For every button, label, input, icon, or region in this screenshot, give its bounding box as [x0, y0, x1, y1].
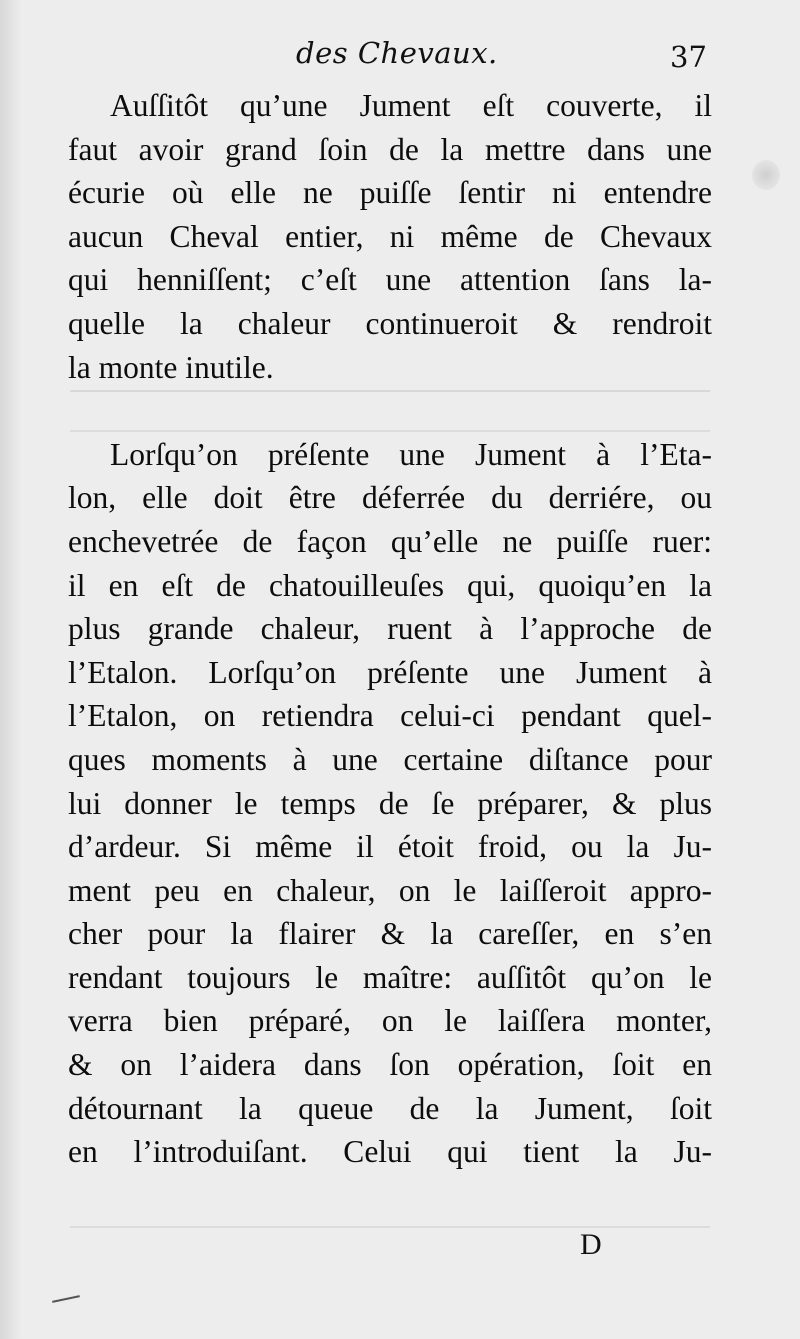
show-through-shadow: [70, 1226, 710, 1248]
text-line: & on l’aidera dans ſon opération, ſoit en: [68, 1047, 712, 1083]
text-line: plus grande chaleur, ruent à l’approche de: [68, 611, 712, 647]
text-line: d’ardeur. Si même il étoit froid, ou la Ju-: [68, 829, 712, 865]
text-line: enchevetrée de façon qu’elle ne puiſſe ruer:: [68, 523, 712, 559]
text-line: ment peu en chaleur, on le laiſſeroit appro-: [68, 872, 712, 908]
text-line: Lorſqu’on préſente une Jument à l’Eta-: [110, 436, 712, 472]
body-text: [68, 84, 712, 1174]
text-line: la monte inutile.: [68, 349, 274, 385]
text-line: en l’introduiſant. Celui qui tient la Ju-: [68, 1134, 712, 1170]
text-line: aucun Cheval entier, ni même de Chevaux: [68, 218, 712, 254]
page-number: 37: [670, 40, 707, 74]
paper-stain: [752, 160, 780, 190]
page-gutter-shadow: [0, 0, 22, 1339]
text-line: détournant la queue de la Jument, ſoit: [68, 1090, 712, 1126]
page-header: [0, 32, 800, 76]
paragraph: [68, 84, 712, 389]
text-line: il en eſt de chatouilleuſes qui, quoiqu’en la: [68, 567, 712, 603]
text-line: cher pour la flairer & la careſſer, en s’en: [68, 916, 712, 952]
ink-mark: [52, 1295, 80, 1303]
text-line: l’Etalon. Lorſqu’on préſente une Jument à: [68, 654, 712, 690]
running-title: des Chevaux.: [296, 36, 498, 70]
text-line: lon, elle doit être déferrée du derriére, ou: [68, 480, 712, 516]
paragraph: [68, 433, 712, 1174]
text-line: ques moments à une certaine diſtance pour: [68, 741, 712, 777]
text-line: l’Etalon, on retiendra celui-ci pendant quel-: [68, 698, 712, 734]
text-line: rendant toujours le maître: auſſitôt qu’on le: [68, 959, 712, 995]
text-line: verra bien préparé, on le laiſſera monter,: [68, 1003, 712, 1039]
text-line: qui henniſſent; c’eſt une attention ſans la-: [68, 262, 712, 298]
text-line: faut avoir grand ſoin de la mettre dans une: [68, 131, 712, 167]
text-line: quelle la chaleur continueroit & rendroit: [68, 305, 712, 341]
text-line: écurie où elle ne puiſſe ſentir ni entendre: [68, 175, 712, 211]
paragraph-gap: [68, 389, 712, 433]
text-line: lui donner le temps de ſe préparer, & plus: [68, 785, 712, 821]
signature-mark: D: [580, 1228, 602, 1261]
text-line: Auſſitôt qu’une Jument eſt couverte, il: [110, 88, 712, 123]
